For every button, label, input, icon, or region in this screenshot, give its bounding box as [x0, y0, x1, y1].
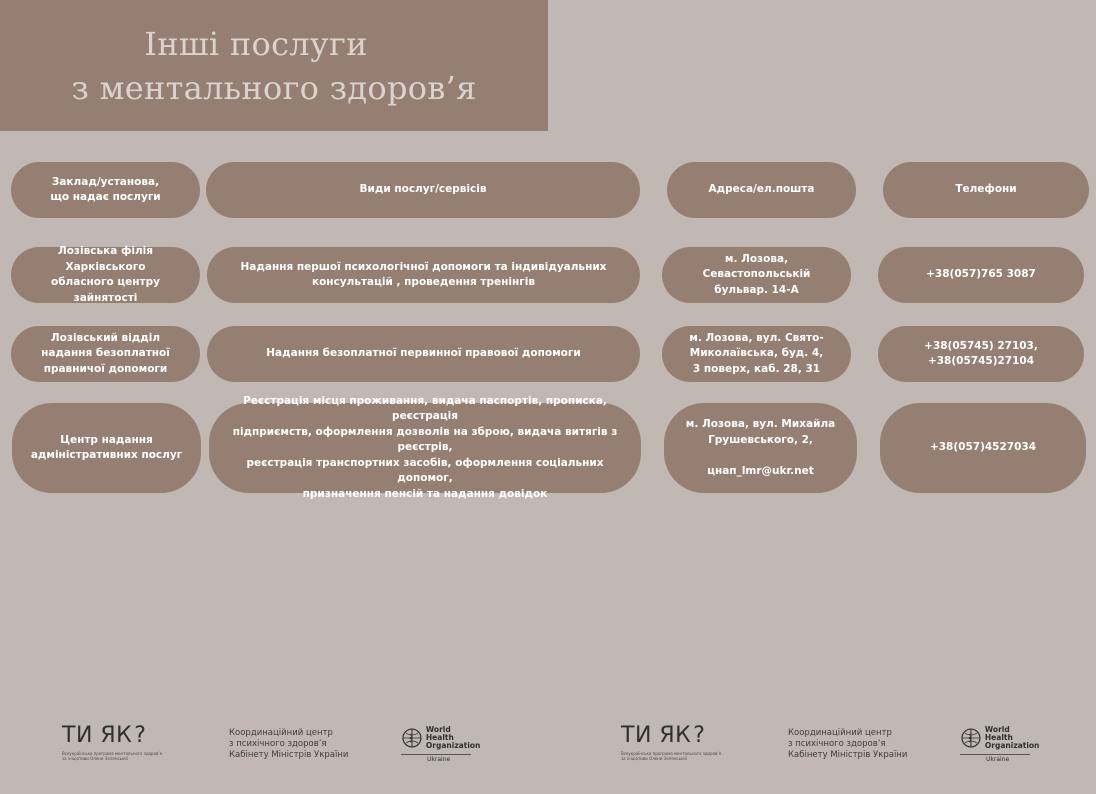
- header-services: Види послуг/сервісів: [206, 162, 640, 218]
- who-logo: [960, 726, 1040, 763]
- row3-phones: +38(057)4527034: [880, 403, 1086, 493]
- header-institution: Заклад/установа, що надає послуги: [11, 162, 200, 218]
- row1-address: м. Лозова, Севастопольській бульвар. 14-А: [662, 247, 851, 303]
- row1-services: Надання першої психологічної допомоги та індивідуальних консультацій , проведення тренінгів: [207, 247, 640, 303]
- coord-center-text: Координаційний центр з психічного здоров’я Кабінету Міністрів України: [788, 728, 908, 760]
- who-emblem-icon: [401, 727, 423, 749]
- row1-phones: +38(057)765 3087: [878, 247, 1084, 303]
- who-divider: [960, 754, 1030, 755]
- row3-address[interactable]: м. Лозова, вул. Михайла Грушевського, 2, цнап_lmr@ukr.net: [664, 403, 857, 493]
- tiyak-subtitle: Всеукраїнська програма ментального здоров’я за ініціативи Олени Зеленської: [62, 751, 163, 761]
- who-name: World Health Organization: [984, 725, 1040, 750]
- header-phones: Телефони: [883, 162, 1089, 218]
- tiyak-logo-text: ТИ ЯК: [621, 723, 692, 748]
- page-title-line2: з ментального здоров’я: [71, 68, 477, 107]
- footer-logos-right: [621, 722, 1041, 766]
- footer-logos-left: [62, 722, 482, 766]
- who-divider: [401, 754, 471, 755]
- row2-services: Надання безоплатної первинної правової допомоги: [207, 326, 640, 382]
- row1-institution: Лозівська філія Харківського обласного центру зайнятості: [11, 247, 200, 303]
- who-country: Ukraine: [427, 756, 451, 763]
- coord-center-text: Координаційний центр з психічного здоров’я Кабінету Міністрів України: [229, 728, 349, 760]
- who-emblem-icon: [960, 727, 982, 749]
- tiyak-logo-text: ТИ ЯК: [62, 723, 133, 748]
- page-title-line1: Інші послуги: [144, 24, 368, 63]
- tiyak-logo-mark: ?: [693, 723, 706, 748]
- row3-services: Реєстрація місця проживання, видача паспортів, прописка, реєстрація підприємств, оформлення дозволів на зброю, видача витягів з реєстрів, реєстрація транспортних засобів, оформлення соціальних допомог, призначення пенсій та надання довідок: [209, 403, 641, 493]
- tiyak-logo-block: [621, 722, 741, 761]
- row2-phones: +38(05745) 27103, +38(05745)27104: [878, 326, 1084, 382]
- header-address: Адреса/ел.пошта: [667, 162, 856, 218]
- tiyak-logo: [62, 722, 182, 750]
- who-name: World Health Organization: [425, 725, 481, 750]
- tiyak-logo: [621, 722, 741, 750]
- tiyak-logo-block: [62, 722, 182, 761]
- tiyak-logo-mark: ?: [134, 723, 147, 748]
- row3-institution: Центр надання адміністративних послуг: [12, 403, 201, 493]
- tiyak-subtitle: Всеукраїнська програма ментального здоров’я за ініціативи Олени Зеленської: [621, 751, 722, 761]
- row2-institution: Лозівський відділ надання безоплатної правничої допомоги: [11, 326, 200, 382]
- who-country: Ukraine: [986, 756, 1010, 763]
- row2-address: м. Лозова, вул. Свято- Миколаївська, буд. 4, 3 поверх, каб. 28, 31: [662, 326, 851, 382]
- title-banner: [0, 0, 548, 131]
- who-logo: [401, 726, 481, 763]
